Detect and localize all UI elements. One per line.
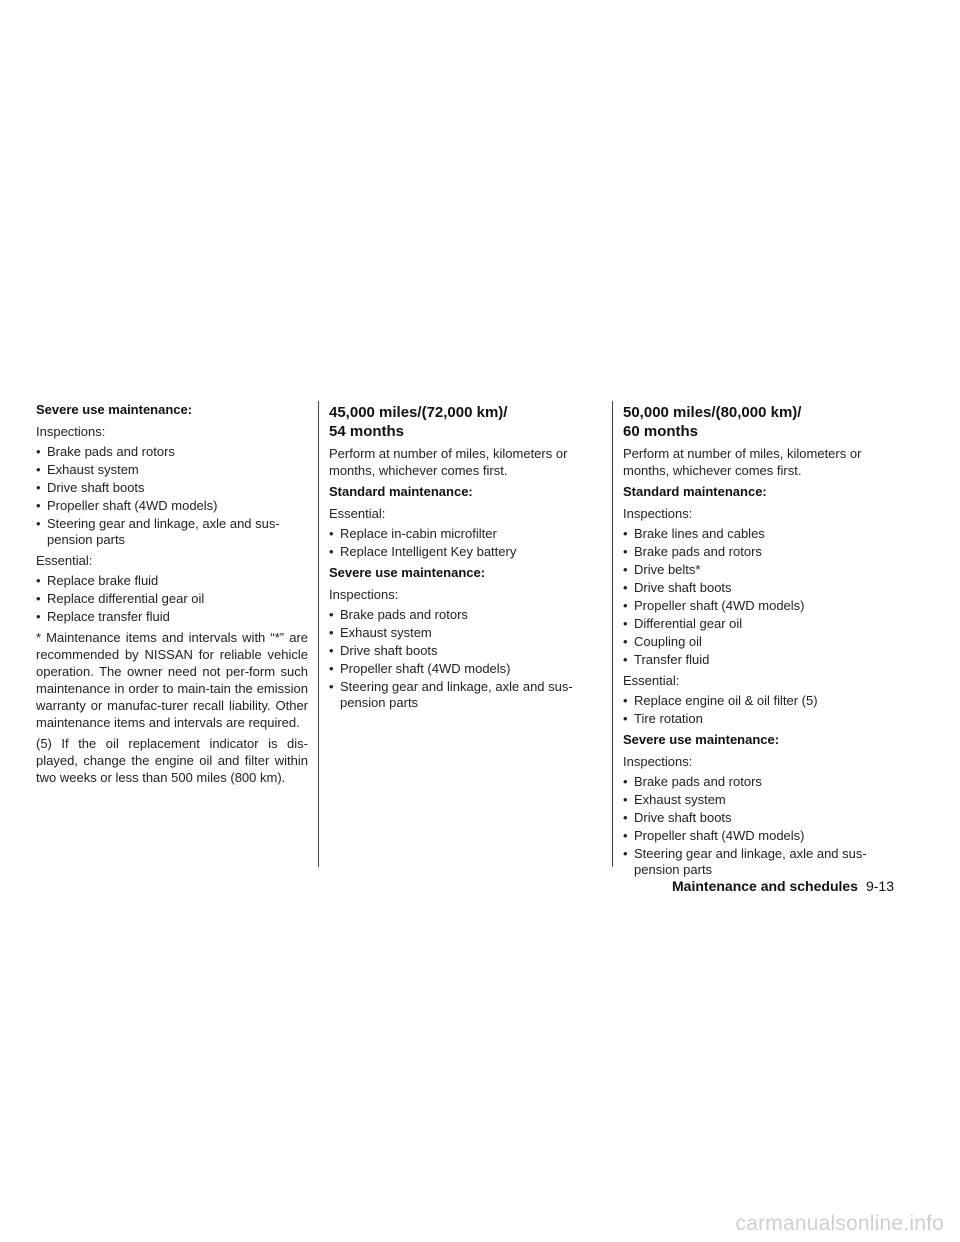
bullet-icon: • xyxy=(623,792,628,807)
bullet-icon: • xyxy=(623,580,628,595)
list-item xyxy=(623,526,898,542)
inspections-label: Inspections: xyxy=(623,506,693,521)
list-item-text: Steering gear and linkage, axle and sus-pension parts xyxy=(634,846,867,877)
list-item xyxy=(623,580,898,596)
list-item-text: Drive shaft boots xyxy=(634,580,732,595)
list-item xyxy=(329,607,604,623)
severe-use-heading: Severe use maintenance: xyxy=(329,565,486,580)
list-item xyxy=(36,444,308,460)
inspections-list xyxy=(36,444,308,548)
list-item xyxy=(36,573,308,589)
watermark: carmanualsonline.info xyxy=(735,1212,944,1235)
standard-maintenance-heading: Standard maintenance: xyxy=(623,484,767,499)
bullet-icon: • xyxy=(36,444,41,459)
list-item-text: Exhaust system xyxy=(47,462,139,477)
list-item xyxy=(623,616,898,632)
list-item xyxy=(329,679,604,711)
list-item xyxy=(36,591,308,607)
list-item-text: Brake pads and rotors xyxy=(340,607,468,622)
inspections-label: Inspections: xyxy=(36,424,106,439)
list-item-text: Coupling oil xyxy=(634,634,702,649)
list-item xyxy=(623,774,898,790)
bullet-icon: • xyxy=(36,591,41,606)
interval-heading-line2: 54 months xyxy=(329,423,405,440)
bullet-icon: • xyxy=(623,526,628,541)
list-item xyxy=(329,544,604,560)
list-item-text: Brake pads and rotors xyxy=(634,544,762,559)
bullet-icon: • xyxy=(623,828,628,843)
list-item-text: Steering gear and linkage, axle and sus-pension parts xyxy=(47,516,280,547)
list-item xyxy=(623,828,898,844)
interval-heading-45000 xyxy=(329,403,604,441)
list-item-text: Differential gear oil xyxy=(634,616,743,631)
page-footer xyxy=(672,876,894,896)
list-item-text: Replace transfer fluid xyxy=(47,609,170,624)
list-item-text: Propeller shaft (4WD models) xyxy=(47,498,218,513)
bullet-icon: • xyxy=(329,526,334,541)
list-item-text: Exhaust system xyxy=(340,625,432,640)
interval-intro: Perform at number of miles, kilometers or months, whichever comes first. xyxy=(623,446,862,478)
list-item xyxy=(36,609,308,625)
bullet-icon: • xyxy=(623,544,628,559)
bullet-icon: • xyxy=(329,544,334,559)
column-1 xyxy=(36,401,308,790)
bullet-icon: • xyxy=(36,609,41,624)
list-item xyxy=(36,498,308,514)
inspections-list xyxy=(623,526,898,668)
bullet-icon: • xyxy=(329,661,334,676)
list-item xyxy=(623,792,898,808)
column-2 xyxy=(329,401,604,715)
list-item xyxy=(329,526,604,542)
interval-heading-line2: 60 months xyxy=(623,423,699,440)
list-item xyxy=(623,634,898,650)
severe-inspections-list xyxy=(623,774,898,878)
bullet-icon: • xyxy=(329,643,334,658)
list-item xyxy=(329,625,604,641)
list-item-text: Brake pads and rotors xyxy=(47,444,175,459)
list-item-text: Propeller shaft (4WD models) xyxy=(634,598,805,613)
list-item-text: Tire rotation xyxy=(634,711,703,726)
inspections-list xyxy=(329,607,604,711)
severe-inspections-label: Inspections: xyxy=(623,754,693,769)
bullet-icon: • xyxy=(623,810,628,825)
bullet-icon: • xyxy=(623,652,628,667)
list-item xyxy=(623,598,898,614)
bullet-icon: • xyxy=(623,634,628,649)
interval-heading-line1: 50,000 miles/(80,000 km)/ xyxy=(623,404,802,421)
list-item-text: Transfer fluid xyxy=(634,652,710,667)
list-item-text: Steering gear and linkage, axle and sus-pension parts xyxy=(340,679,573,710)
list-item-text: Replace in-cabin microfilter xyxy=(340,526,497,541)
essential-list xyxy=(36,573,308,625)
list-item-text: Drive shaft boots xyxy=(47,480,145,495)
list-item-text: Brake pads and rotors xyxy=(634,774,762,789)
list-item-text: Drive shaft boots xyxy=(340,643,438,658)
bullet-icon: • xyxy=(36,480,41,495)
star-note: * Maintenance items and intervals with “*” are recommended by NISSAN for reliable vehicle operation. The owner need not per-form such maintenance in order to main-tain the emission warranty or manufac-turer recall liability. Other maintenance items and intervals are required. xyxy=(36,630,308,730)
interval-heading-line1: 45,000 miles/(72,000 km)/ xyxy=(329,404,508,421)
list-item xyxy=(329,643,604,659)
list-item xyxy=(623,693,898,709)
list-item xyxy=(623,562,898,578)
severe-use-heading: Severe use maintenance: xyxy=(36,402,193,417)
list-item xyxy=(623,711,898,727)
bullet-icon: • xyxy=(36,462,41,477)
standard-maintenance-heading: Standard maintenance: xyxy=(329,484,473,499)
list-item xyxy=(623,810,898,826)
bullet-icon: • xyxy=(36,498,41,513)
essential-list xyxy=(623,693,898,727)
interval-intro: Perform at number of miles, kilometers or months, whichever comes first. xyxy=(329,446,568,478)
inspections-label: Inspections: xyxy=(329,587,399,602)
list-item xyxy=(36,462,308,478)
bullet-icon: • xyxy=(329,679,334,694)
bullet-icon: • xyxy=(623,562,628,577)
bullet-icon: • xyxy=(623,598,628,613)
page-number: 9-13 xyxy=(865,878,894,894)
severe-use-heading: Severe use maintenance: xyxy=(623,732,780,747)
list-item xyxy=(623,846,898,878)
list-item-text: Replace engine oil & oil filter (5) xyxy=(634,693,818,708)
essential-label: Essential: xyxy=(36,553,93,568)
bullet-icon: • xyxy=(623,846,628,861)
bullet-icon: • xyxy=(329,607,334,622)
bullet-icon: • xyxy=(623,693,628,708)
bullet-icon: • xyxy=(36,573,41,588)
list-item xyxy=(36,516,308,548)
list-item-text: Propeller shaft (4WD models) xyxy=(634,828,805,843)
column-divider-right xyxy=(612,401,613,867)
essential-label: Essential: xyxy=(329,506,386,521)
list-item xyxy=(623,652,898,668)
oil-indicator-note: (5) If the oil replacement indicator is dis-played, change the engine oil and filter within two weeks or less than 500 miles (800 km). xyxy=(36,736,308,785)
bullet-icon: • xyxy=(36,516,41,531)
list-item-text: Drive shaft boots xyxy=(634,810,732,825)
list-item-text: Drive belts* xyxy=(634,562,701,577)
column-3 xyxy=(623,401,898,882)
list-item-text: Exhaust system xyxy=(634,792,726,807)
list-item-text: Propeller shaft (4WD models) xyxy=(340,661,511,676)
list-item-text: Replace Intelligent Key battery xyxy=(340,544,517,559)
bullet-icon: • xyxy=(623,616,628,631)
bullet-icon: • xyxy=(623,711,628,726)
interval-heading-50000 xyxy=(623,403,898,441)
bullet-icon: • xyxy=(623,774,628,789)
list-item xyxy=(329,661,604,677)
essential-label: Essential: xyxy=(623,673,680,688)
list-item xyxy=(36,480,308,496)
essential-list xyxy=(329,526,604,560)
bullet-icon: • xyxy=(329,625,334,640)
list-item-text: Replace differential gear oil xyxy=(47,591,205,606)
list-item-text: Brake lines and cables xyxy=(634,526,765,541)
list-item xyxy=(623,544,898,560)
list-item-text: Replace brake fluid xyxy=(47,573,159,588)
section-title: Maintenance and schedules xyxy=(672,878,858,894)
column-divider-left xyxy=(318,401,319,867)
